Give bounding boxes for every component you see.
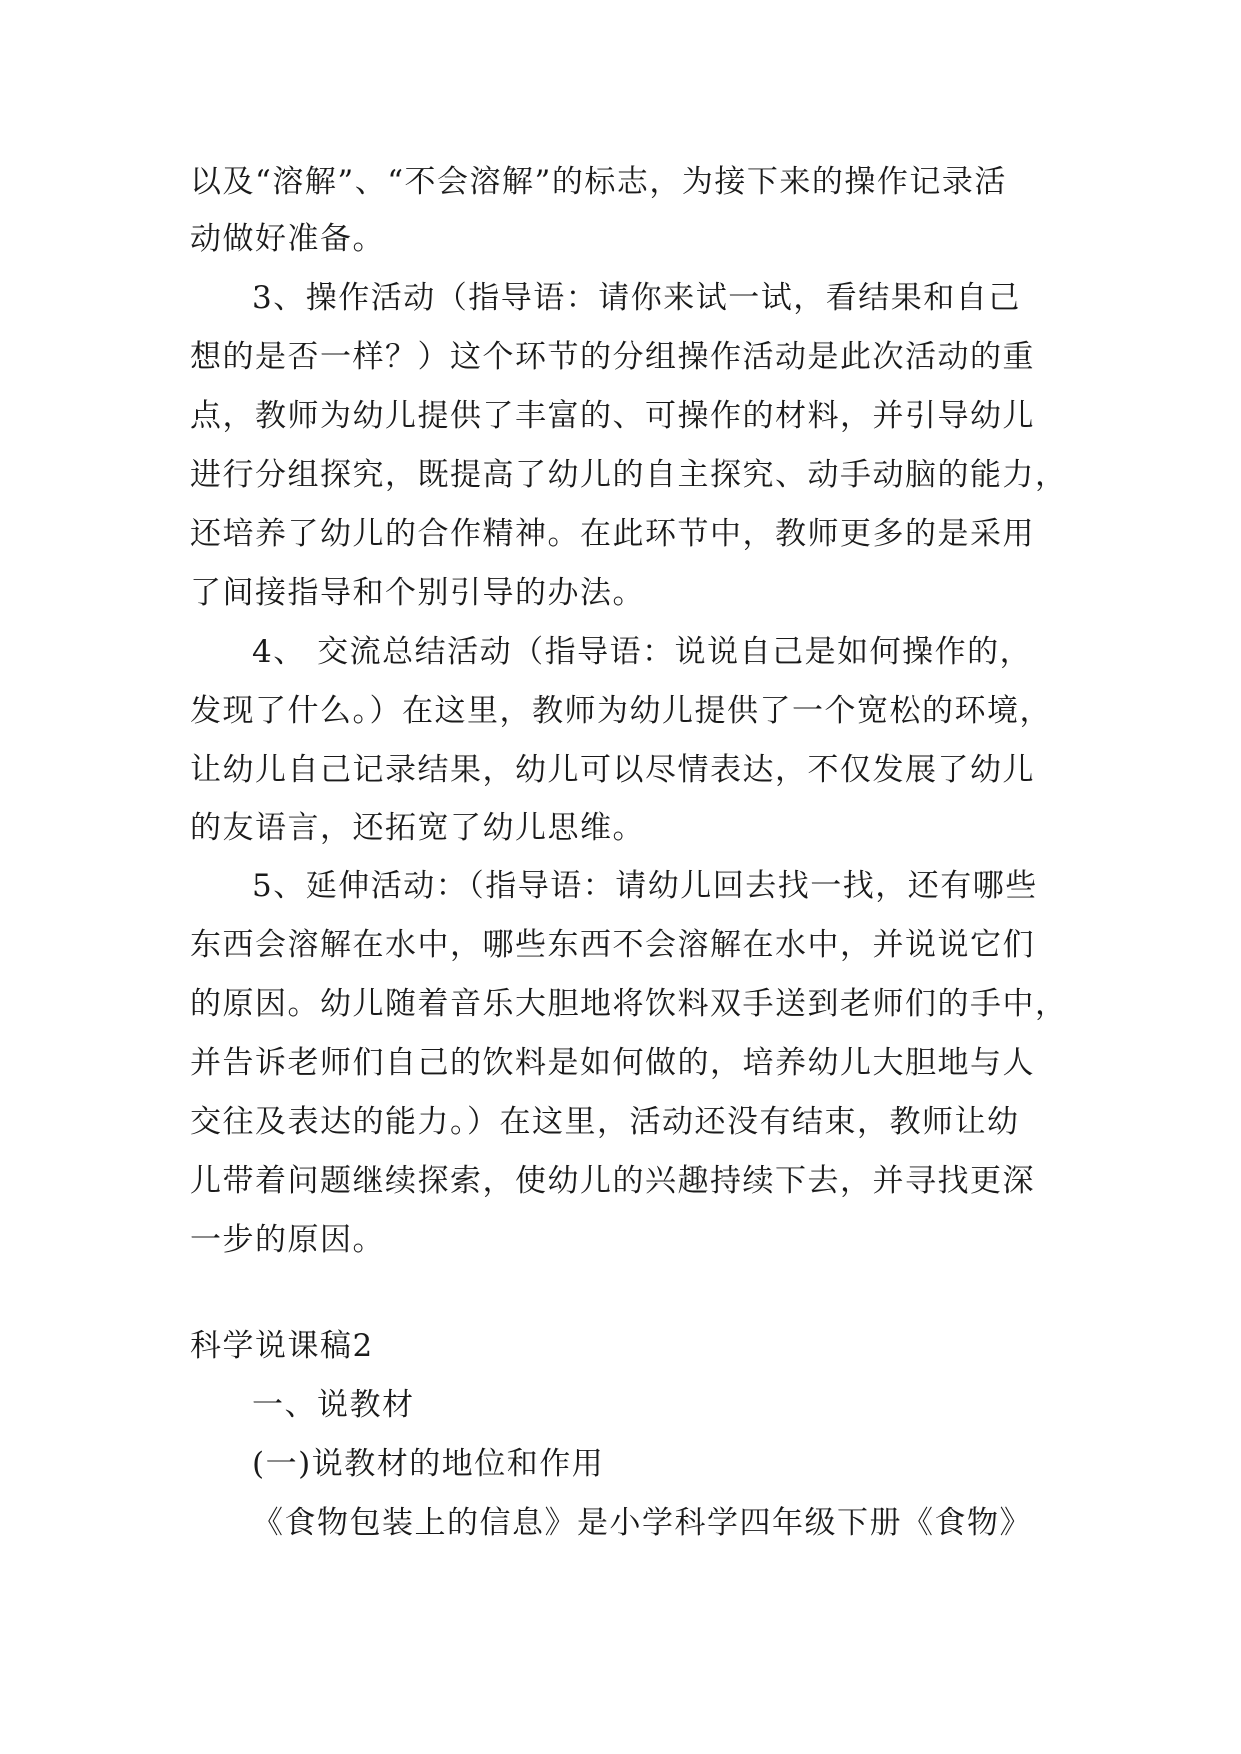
paragraph-line: 儿带着问题继续探索，使幼儿的兴趣持续下去，并寻找更深 [190, 1163, 1035, 1199]
paragraph-line: 4、 交流总结活动（指导语：说说自己是如何操作的， [252, 634, 1033, 670]
paragraph-line: 的友语言，还拓宽了幼儿思维。 [190, 810, 645, 846]
paragraph-line: 以及“溶解”、“不会溶解”的标志，为接下来的操作记录活 [190, 164, 1007, 200]
paragraph-line: 东西会溶解在水中，哪些东西不会溶解在水中，并说说它们 [190, 927, 1035, 963]
paragraph-line: 点，教师为幼儿提供了丰富的、可操作的材料，并引导幼儿 [190, 398, 1035, 434]
subsection-heading: (一)说教材的地位和作用 [252, 1446, 605, 1482]
paragraph-line: 的原因。幼儿随着音乐大胆地将饮料双手送到老师们的手中， [190, 986, 1068, 1022]
paragraph-line: 并告诉老师们自己的饮料是如何做的，培养幼儿大胆地与人 [190, 1045, 1035, 1081]
section-title: 科学说课稿2 [190, 1328, 374, 1364]
paragraph-line: 交往及表达的能力。）在这里，活动还没有结束，教师让幼 [190, 1104, 1020, 1140]
paragraph-line: 了间接指导和个别引导的办法。 [190, 575, 645, 611]
paragraph-line: 3、操作活动（指导语：请你来试一试，看结果和自己 [252, 280, 1021, 316]
paragraph-line: 动做好准备。 [190, 221, 385, 257]
paragraph-line: 让幼儿自己记录结果，幼儿可以尽情表达，不仅发展了幼儿 [190, 752, 1035, 788]
paragraph-line: 进行分组探究，既提高了幼儿的自主探究、动手动脑的能力， [190, 457, 1068, 493]
paragraph-line: 发现了什么。）在这里，教师为幼儿提供了一个宽松的环境， [190, 693, 1052, 729]
paragraph-line: 一步的原因。 [190, 1222, 385, 1258]
paragraph-line: 5、延伸活动：（指导语：请幼儿回去找一找，还有哪些 [252, 868, 1038, 904]
paragraph-line: 《食物包装上的信息》是小学科学四年级下册《食物》 [252, 1505, 1032, 1541]
paragraph-line: 还培养了幼儿的合作精神。在此环节中，教师更多的是采用 [190, 516, 1035, 552]
paragraph-line: 想的是否一样？）这个环节的分组操作活动是此次活动的重 [190, 339, 1035, 375]
section-heading: 一、说教材 [252, 1387, 415, 1423]
